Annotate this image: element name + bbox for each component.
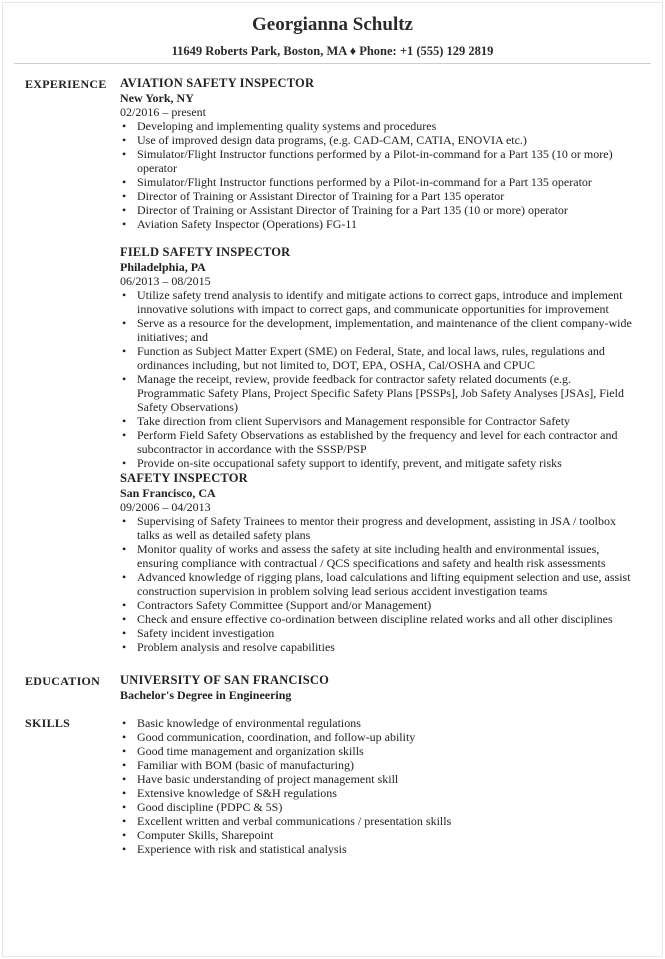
skills-section-label: SKILLS <box>25 716 71 730</box>
job-dates: 09/2006 – 04/2013 <box>120 500 211 514</box>
degree-name: Bachelor's Degree in Engineering <box>120 688 292 702</box>
skill-item: • Good communication, coordination, and follow-up ability <box>120 730 640 744</box>
bullet-item: • Take direction from client Supervisors and Management responsible for Contractor Safety <box>120 414 640 428</box>
skill-item: • Good time management and organization skills <box>120 744 640 758</box>
bullet-item: • Advanced knowledge of rigging plans, load calculations and lifting equipment selection and use, assist construction supervision in problem solving lead serious accident investigation teams <box>120 570 640 598</box>
job-title: AVIATION SAFETY INSPECTOR <box>120 76 315 90</box>
skill-item: • Good discipline (PDPC & 5S) <box>120 800 640 814</box>
bullet-item: • Provide on-site occupational safety support to identify, prevent, and mitigate safety risks <box>120 456 640 470</box>
bullet-item: • Function as Subject Matter Expert (SME) on Federal, State, and local laws, rules, regulations and ordinances including, but not limited to, DOT, EPA, OSHA, Cal/OSHA and CPUC <box>120 344 640 372</box>
skill-item: • Experience with risk and statistical analysis <box>120 842 640 856</box>
skill-item: • Extensive knowledge of S&H regulations <box>120 786 640 800</box>
bullet-item: • Simulator/Flight Instructor functions performed by a Pilot-in-command for a Part 135 (10 or more) operator <box>120 147 640 175</box>
bullet-item: • Supervising of Safety Trainees to mentor their progress and development, assisting in JSA / toolbox talks as well as detailed safety plans <box>120 514 640 542</box>
bullet-item: • Problem analysis and resolve capabilities <box>120 640 640 654</box>
skills-entry <box>120 716 640 856</box>
bullet-item: • Check and ensure effective co-ordination between discipline related works and all other disciplines <box>120 612 640 626</box>
bullet-item: • Simulator/Flight Instructor functions performed by a Pilot-in-command for a Part 135 operator <box>120 175 640 189</box>
experience-entry <box>120 245 640 470</box>
job-bullets <box>120 119 640 231</box>
job-bullets <box>120 288 640 470</box>
bullet-item: • Manage the receipt, review, provide feedback for contractor safety related documents (e.g. Programmatic Safety Plans, Project Specific Safety Plans [PSSPs], Job Safety Analyses [JSAs], Field Safety Observations) <box>120 372 640 414</box>
skill-item: • Basic knowledge of environmental regulations <box>120 716 640 730</box>
bullet-item: • Safety incident investigation <box>120 626 640 640</box>
job-bullets <box>120 514 640 654</box>
education-entry <box>120 673 640 702</box>
job-dates: 02/2016 – present <box>120 105 206 119</box>
education-section-label: EDUCATION <box>25 674 101 688</box>
bullet-item: • Perform Field Safety Observations as established by the frequency and level for each contractor and subcontractor in accordance with the SSSP/PSP <box>120 428 640 456</box>
job-title: SAFETY INSPECTOR <box>120 471 248 485</box>
skill-item: • Have basic understanding of project management skill <box>120 772 640 786</box>
bullet-item: • Monitor quality of works and assess the safety at site including health and environmental issues, ensuring compliance with contractual / QCS specifications and safety and health risk assessments <box>120 542 640 570</box>
experience-entry <box>120 471 640 654</box>
bullet-item: • Director of Training or Assistant Director of Training for a Part 135 (10 or more) operator <box>120 203 640 217</box>
job-dates: 06/2013 – 08/2015 <box>120 274 211 288</box>
bullet-item: • Contractors Safety Committee (Support and/or Management) <box>120 598 640 612</box>
bullet-item: • Utilize safety trend analysis to identify and mitigate actions to correct gaps, introduce and implement innovative solutions with impact to correct gaps, and communicate opportunities for improvement <box>120 288 640 316</box>
job-location: New York, NY <box>120 91 194 105</box>
skills-list <box>120 716 640 856</box>
bullet-item: • Developing and implementing quality systems and procedures <box>120 119 640 133</box>
experience-entry <box>120 76 640 231</box>
skill-item: • Computer Skills, Sharepoint <box>120 828 640 842</box>
contact-line: 11649 Roberts Park, Boston, MA ♦ Phone: +1 (555) 129 2819 <box>171 44 494 58</box>
job-title: FIELD SAFETY INSPECTOR <box>120 245 291 259</box>
bullet-item: • Use of improved design data programs, (e.g. CAD-CAM, CATIA, ENOVIA etc.) <box>120 133 640 147</box>
school-name: UNIVERSITY OF SAN FRANCISCO <box>120 673 330 687</box>
skill-item: • Excellent written and verbal communications / presentation skills <box>120 814 640 828</box>
skill-item: • Familiar with BOM (basic of manufacturing) <box>120 758 640 772</box>
candidate-name: Georgianna Schultz <box>252 14 413 35</box>
experience-section-label: EXPERIENCE <box>25 77 107 91</box>
bullet-item: • Aviation Safety Inspector (Operations) FG-11 <box>120 217 640 231</box>
job-location: Philadelphia, PA <box>120 260 206 274</box>
bullet-item: • Serve as a resource for the development, implementation, and maintenance of the client company-wide initiatives; and <box>120 316 640 344</box>
bullet-item: • Director of Training or Assistant Director of Training for a Part 135 operator <box>120 189 640 203</box>
job-location: San Francisco, CA <box>120 486 216 500</box>
header-divider <box>14 63 651 64</box>
